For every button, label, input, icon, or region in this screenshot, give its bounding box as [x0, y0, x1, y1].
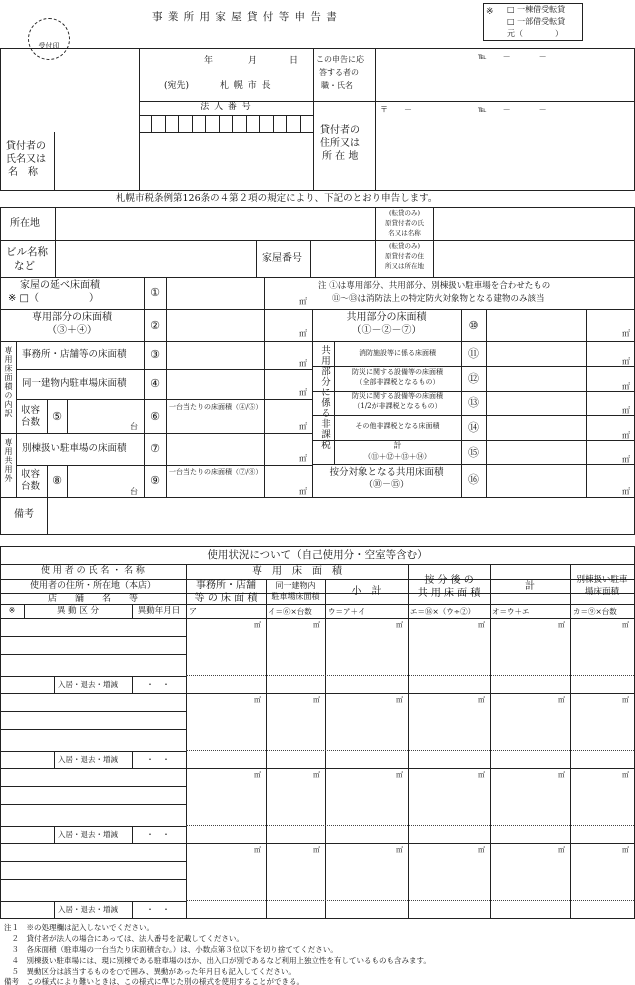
num-5: ⑤ [52, 410, 62, 423]
change-date-header: 異動年月日 [137, 606, 181, 616]
sqm-unit: ㎡ [299, 359, 307, 368]
per-vehicle-area-label-1: 一台当たりの床面積（④/⑤） [169, 403, 263, 411]
change-date-input[interactable]: ・ ・ [146, 830, 170, 839]
lessor-name-label: 貸付者の [6, 141, 46, 152]
disaster-full-area-label: 防災に関する設備等の床面積 [352, 368, 443, 376]
usage-area-input[interactable] [491, 694, 569, 767]
usage-area-input[interactable] [491, 769, 569, 842]
vehicles-unit: 台 [130, 487, 138, 496]
disaster-half-area-sub: （1/2が非課税となるもの） [353, 402, 442, 410]
sqm-unit: ㎡ [313, 846, 320, 854]
sqm-unit: ㎡ [254, 771, 261, 779]
lessor-address-label-2: 住所又は [320, 138, 360, 149]
formula-u: ウ＝ア＋イ [328, 607, 366, 616]
sqm-unit: ㎡ [254, 696, 261, 704]
common-nontaxable-label: 共用部分に係る非課税 [319, 345, 330, 450]
respondent-input[interactable] [376, 49, 634, 101]
formula-a: ア [189, 607, 197, 616]
change-type-header: 異 動 区 分 [56, 606, 100, 616]
formula-e: エ＝⑯×（ウ÷②） [410, 607, 476, 616]
disaster-full-area-input[interactable] [487, 367, 634, 390]
user-name-input[interactable] [1, 619, 185, 635]
lessor-tel: ℡ － － [478, 105, 551, 114]
sqm-unit: ㎡ [313, 696, 320, 704]
original-lessor-name-label-3: 名又は名称 [388, 229, 421, 237]
exclusive-common-other-label: 専用共用外 [4, 438, 13, 483]
nontaxable-sum-input[interactable] [487, 441, 634, 463]
user-address-input[interactable] [1, 712, 185, 728]
user-name-input[interactable] [1, 844, 185, 860]
num-12: ⑫ [468, 372, 479, 385]
exclusive-floor-area-header: 専 用 床 面 積 [252, 566, 342, 577]
sqm-unit: ㎡ [299, 487, 307, 496]
postal-code: 〒 － [380, 105, 416, 114]
sqm-unit: ㎡ [622, 329, 630, 338]
option-original[interactable]: 元（ ） [507, 29, 563, 38]
original-lessor-address-label-3: 所又は所在地 [385, 262, 424, 270]
shop-name-input[interactable] [1, 730, 185, 750]
date-year-label: 年 [204, 56, 214, 66]
footnote-5: ５ 異動区分は該当するものを○で囲み、異動があった年月日も記入してください。 [4, 967, 296, 976]
usage-area-input[interactable] [491, 619, 569, 692]
sqm-unit: ㎡ [622, 431, 630, 440]
change-date-input[interactable]: ・ ・ [146, 755, 170, 764]
sqm-unit: ㎡ [478, 771, 485, 779]
separate-parking-header-2: 場床面積 [584, 587, 619, 597]
original-lessor-name-input[interactable] [434, 208, 634, 239]
usage-area-input[interactable] [571, 619, 633, 692]
apportioned-common-header: 按 分 後 の [424, 575, 474, 586]
respondent-label-2: 答する者の [319, 68, 359, 77]
usage-area-input[interactable] [326, 619, 407, 692]
usage-area-input[interactable] [187, 844, 265, 917]
common-area-label: 共用部分の床面積 [346, 312, 427, 323]
sqm-unit: ㎡ [299, 422, 307, 431]
lessor-name-label-3: 名 称 [8, 167, 38, 178]
user-address-header: 使用者の住所・所在地（本店） [29, 581, 156, 591]
fire-facility-area-input[interactable] [487, 342, 634, 365]
num-3: ③ [150, 348, 160, 361]
fire-facility-area-label: 消防施設等に係る床面積 [359, 349, 436, 357]
user-address-input[interactable] [1, 637, 185, 653]
footnote-3: ３ 各床面積（駐車場の一台当たり床面積含む。）は、小数点第３位以下を切り捨ててください。 [4, 945, 338, 954]
usage-area-input[interactable] [326, 769, 407, 842]
num-15: ⑮ [468, 446, 479, 459]
shop-name-header: 店 舗 名 等 [47, 594, 138, 604]
sqm-unit: ㎡ [558, 771, 565, 779]
lessor-name-label-2: 氏名又は [6, 154, 46, 165]
note-mark: ※ [486, 7, 494, 17]
sqm-unit: ㎡ [558, 621, 565, 629]
num-1: ① [150, 286, 160, 299]
sqm-unit: ㎡ [478, 621, 485, 629]
remarks-label: 備考 [14, 509, 34, 520]
office-area-label: 事務所・店舗等の床面積 [22, 349, 127, 360]
location-label: 所在地 [10, 218, 40, 229]
disaster-half-area-input[interactable] [487, 392, 634, 414]
apportion-common-area-label: 按分対象となる共用床面積 [329, 467, 444, 478]
sqm-unit: ㎡ [478, 846, 485, 854]
apportioned-common-header-2: 共 用 床 面 積 [417, 588, 481, 599]
sqm-unit: ㎡ [299, 454, 307, 463]
date-month-label: 月 [248, 56, 258, 66]
original-lessor-name-label: (転貸のみ) [388, 209, 421, 217]
office-area-header-2: 等 の 床 面 積 [194, 593, 258, 604]
sqm-unit: ㎡ [396, 771, 403, 779]
form-title: 事 業 所 用 家 屋 貸 付 等 申 告 書 [152, 11, 338, 23]
lessor-address-label: 貸付者の [320, 125, 360, 136]
usage-area-input[interactable] [571, 694, 633, 767]
house-number-label: 家屋番号 [262, 253, 302, 264]
per-vehicle-area-label-2: 一台当たりの床面積（⑦/⑧） [169, 468, 263, 476]
sqm-unit: ㎡ [254, 846, 261, 854]
total-header: 計 [525, 581, 535, 592]
respondent-label-3: 職・氏名 [321, 81, 353, 90]
usage-area-input[interactable] [409, 619, 489, 692]
sqm-unit: ㎡ [622, 382, 630, 391]
change-type-options[interactable]: 入居・退去・増減 [58, 755, 118, 764]
sqm-unit: ㎡ [622, 406, 630, 415]
num-2: ② [150, 319, 160, 332]
nontaxable-sum-formula: （⑪＋⑫＋⑬＋⑭） [363, 452, 432, 461]
building-name-label: ビル名称 [6, 246, 48, 258]
sqm-unit: ㎡ [558, 846, 565, 854]
total-floor-area-label: 家屋の延べ床面積 [20, 280, 100, 291]
change-type-options[interactable]: 入居・退去・増減 [58, 680, 118, 689]
sqm-unit: ㎡ [313, 771, 320, 779]
sqm-unit: ㎡ [396, 696, 403, 704]
original-lessor-name-label-2: 原貸付者の氏 [385, 219, 424, 227]
subtotal-header: 小 計 [351, 586, 382, 597]
lessor-address-input[interactable] [376, 118, 634, 189]
num-7: ⑦ [150, 442, 160, 455]
parking-area-header-2: 駐車場床面積 [271, 592, 320, 601]
apportion-common-area-input[interactable] [487, 465, 634, 496]
user-name-input[interactable] [1, 694, 185, 710]
separate-parking-input[interactable] [167, 434, 311, 464]
user-name-header: 使 用 者 の 氏 名 ・ 名 称 [41, 566, 145, 576]
usage-area-input[interactable] [326, 844, 407, 917]
usage-area-input[interactable] [187, 694, 265, 767]
addressee-prefix: (宛先) [164, 81, 190, 91]
change-date-input[interactable]: ・ ・ [146, 680, 170, 689]
other-nontaxable-area-label: その他非課税となる床面積 [355, 422, 440, 430]
sqm-unit: ㎡ [299, 297, 307, 306]
corporate-number-boxes[interactable] [139, 115, 313, 132]
date-day-label: 日 [289, 56, 299, 66]
respondent-label: この申告に応 [316, 55, 364, 64]
lessor-address-label-3: 所 在 地 [322, 151, 359, 162]
usage-title: 使用状況について（自己使用分・空室等含む） [207, 549, 428, 561]
receipt-stamp-label: 受付印 [38, 42, 60, 50]
usage-area-input[interactable] [187, 769, 265, 842]
sqm-unit: ㎡ [622, 357, 630, 366]
usage-area-input[interactable] [267, 619, 324, 692]
processing-mark-header: ※ [8, 606, 16, 615]
sqm-unit: ㎡ [558, 696, 565, 704]
original-lessor-address-input[interactable] [434, 241, 634, 276]
parking-area-header: 同一建物内 [275, 581, 316, 590]
footnote-1: 注１ ※の処理欄は記入しないでください。 [4, 923, 154, 932]
user-name-input[interactable] [1, 769, 185, 785]
num-14: ⑭ [468, 421, 479, 434]
separate-parking-label: 別棟扱い駐車場の床面積 [22, 443, 127, 454]
capacity-label: 収容台数 [21, 405, 41, 428]
location-input[interactable] [56, 208, 374, 239]
user-address-input[interactable] [1, 862, 185, 878]
num-8: ⑧ [52, 474, 62, 487]
receipt-stamp [28, 18, 70, 60]
sqm-unit: ㎡ [622, 621, 629, 629]
num-16: ⑯ [468, 473, 479, 486]
separate-parking-header: 別棟扱い駐車 [576, 575, 628, 585]
sqm-unit: ㎡ [622, 487, 630, 496]
sqm-unit: ㎡ [622, 696, 629, 704]
user-address-input[interactable] [1, 787, 185, 803]
original-lessor-address-label-2: 原貸付者の住 [385, 252, 424, 260]
usage-area-input[interactable] [187, 619, 265, 692]
exclusive-area-input[interactable] [167, 310, 311, 340]
statement: 札幌市税条例第126条の４第２項の規定により、下記のとおり申告します。 [116, 193, 438, 204]
sqm-unit: ㎡ [254, 621, 261, 629]
usage-area-input[interactable] [491, 844, 569, 917]
formula-ka: カ＝⑨×台数 [573, 607, 617, 616]
num-6: ⑥ [150, 410, 160, 423]
office-area-input[interactable] [167, 342, 311, 368]
original-lessor-address-label: (転貸のみ) [388, 242, 421, 250]
house-number-input[interactable] [311, 241, 374, 276]
nontaxable-sum-label: 計 [393, 441, 402, 450]
sqm-unit: ㎡ [622, 455, 630, 464]
footnote-remarks: 備考 この様式により難いときは、この様式に準じた別の様式を使用することができる。 [4, 977, 304, 985]
change-type-options[interactable]: 入居・退去・増減 [58, 905, 118, 914]
usage-area-input[interactable] [409, 844, 489, 917]
exclusive-area-label: 専用部分の床面積 [32, 312, 112, 323]
sqm-unit: ㎡ [396, 621, 403, 629]
shop-name-input[interactable] [1, 805, 185, 825]
usage-area-input[interactable] [409, 769, 489, 842]
total-floor-area-mark: ※ □（ ） [8, 293, 100, 304]
usage-area-input[interactable] [571, 769, 633, 842]
option-partial-sublease[interactable]: □ 一部借受転貸 [507, 17, 566, 26]
parking-same-building-label: 同一建物内駐車場床面積 [22, 378, 127, 389]
office-area-header: 事務所・店舗 [196, 580, 256, 591]
disaster-half-area-label: 防災に関する設備等の床面積 [352, 392, 443, 400]
remarks-input[interactable] [48, 498, 633, 533]
num-13: ⑬ [468, 396, 479, 409]
parking-same-building-input[interactable] [167, 370, 311, 398]
shop-name-input[interactable] [1, 880, 185, 900]
usage-area-input[interactable] [267, 844, 324, 917]
footnote-2: ２ 貸付者が法人の場合にあっては、法人番号を記載してください。 [4, 934, 244, 943]
formula-o: オ＝ウ＋エ [492, 607, 530, 616]
common-area-formula: （①－②－⑦） [351, 325, 422, 336]
disaster-full-area-sub: （全部非課税となるもの） [355, 378, 440, 386]
sqm-unit: ㎡ [478, 696, 485, 704]
num-10: ⑩ [468, 319, 479, 332]
apportion-common-area-formula: （⑩－⑮） [363, 480, 409, 490]
footnote-4: ４ 別棟扱い駐車場には、現に別棟である駐車場のほか、出入口が別であるなど利用上独立性を有しているものも含みます。 [4, 956, 431, 965]
usage-area-input[interactable] [267, 769, 324, 842]
sqm-unit: ㎡ [299, 388, 307, 397]
lessor-name-input[interactable] [55, 133, 312, 189]
addressee-name: 札 幌 市 長 [220, 81, 272, 91]
usage-area-input[interactable] [571, 844, 633, 917]
total-floor-area-input[interactable] [167, 278, 311, 308]
capacity-label-2: 収容台数 [21, 469, 41, 492]
area-note-1: 注 ①は専用部分、共用部分、別棟扱い駐車場を合わせたもの [318, 281, 551, 291]
respondent-tel: ℡ － － [478, 52, 551, 61]
sqm-unit: ㎡ [313, 621, 320, 629]
num-11: ⑪ [468, 347, 479, 360]
num-9: ⑨ [150, 474, 160, 487]
usage-area-input[interactable] [326, 694, 407, 767]
num-4: ④ [150, 377, 160, 390]
sqm-unit: ㎡ [622, 771, 629, 779]
option-whole-sublease[interactable]: □ 一棟借受転貸 [507, 5, 566, 14]
other-nontaxable-area-input[interactable] [487, 416, 634, 439]
usage-area-input[interactable] [267, 694, 324, 767]
common-area-input[interactable] [487, 310, 634, 340]
building-name-label-2: など [14, 260, 35, 272]
exclusive-area-formula: （③＋④） [47, 325, 97, 336]
sqm-unit: ㎡ [622, 846, 629, 854]
change-type-options[interactable]: 入居・退去・増減 [58, 830, 118, 839]
usage-area-input[interactable] [409, 694, 489, 767]
building-name-input[interactable] [56, 241, 255, 276]
corporate-number-label: 法 人 番 号 [200, 102, 252, 112]
vehicles-unit: 台 [130, 422, 138, 431]
area-note-2: ⑪～⑬は消防法上の特定防火対象物となる建物のみ該当 [332, 294, 545, 304]
change-date-input[interactable]: ・ ・ [146, 905, 170, 914]
sqm-unit: ㎡ [396, 846, 403, 854]
exclusive-breakdown-label: 専用床面積の内訳 [4, 346, 13, 418]
formula-i: イ＝⑥×台数 [268, 607, 312, 616]
shop-name-input[interactable] [1, 655, 185, 675]
sqm-unit: ㎡ [299, 329, 307, 338]
